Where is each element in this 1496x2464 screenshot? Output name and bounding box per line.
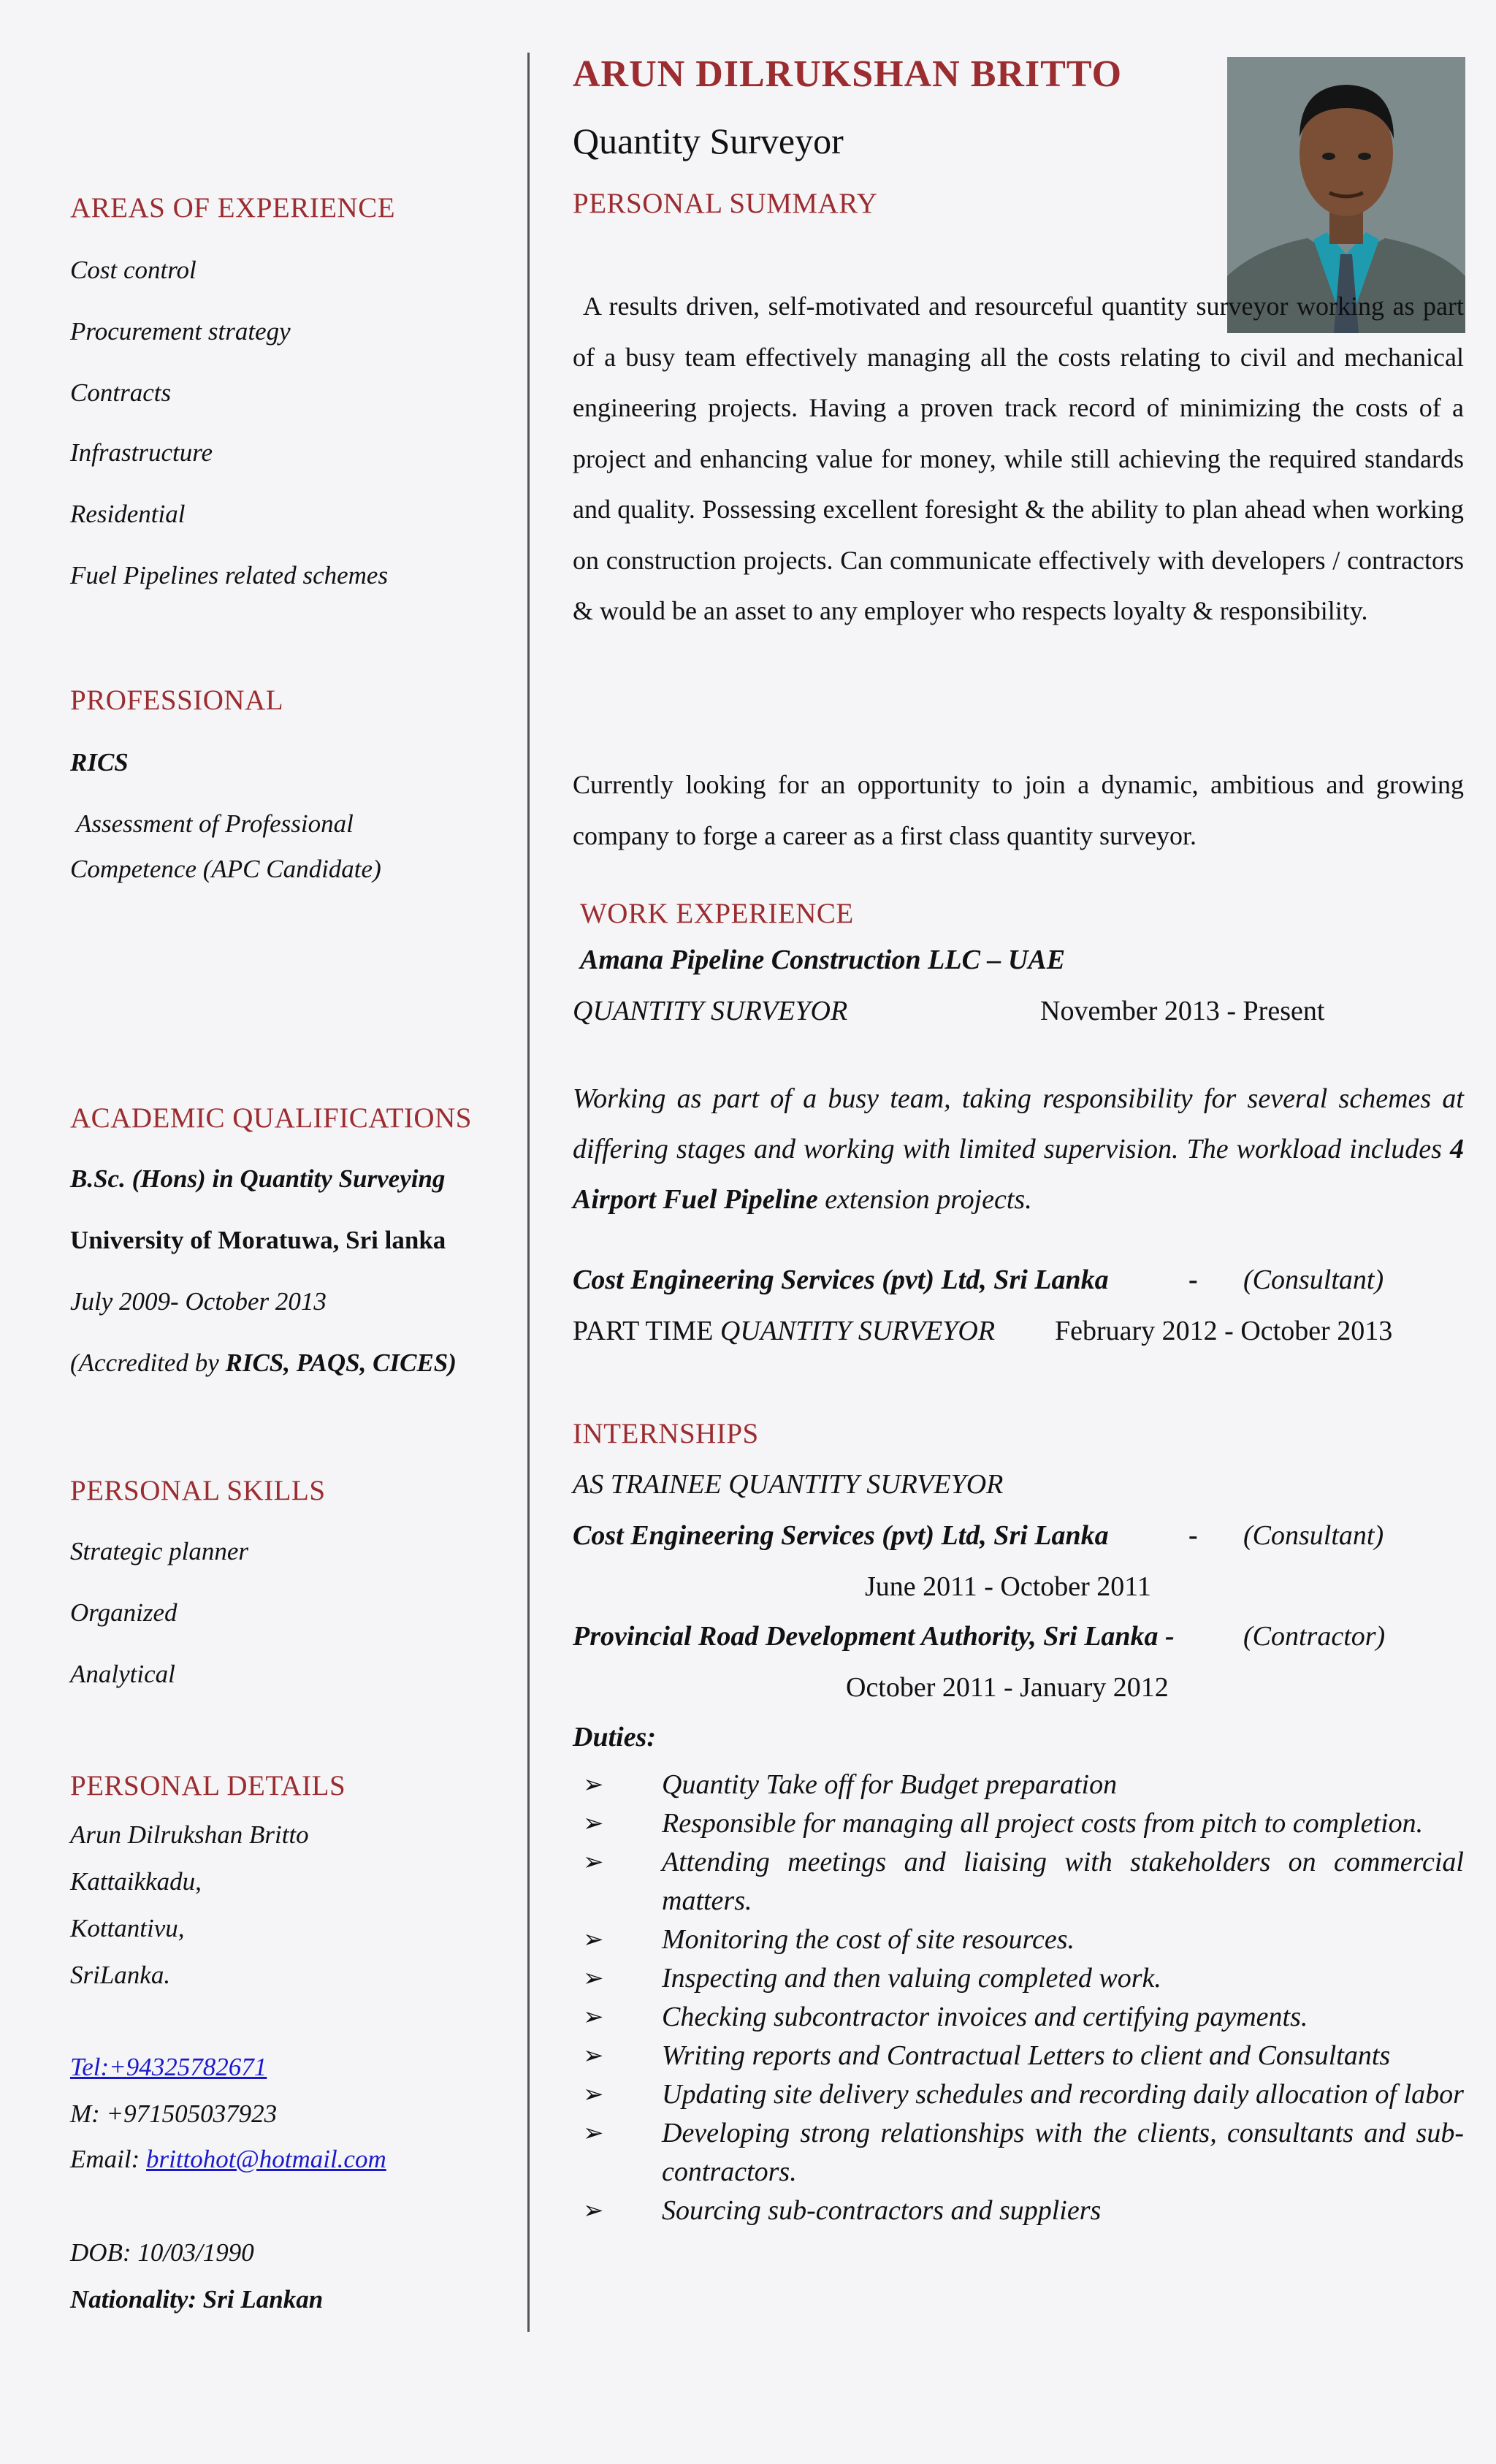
areas-heading: AREAS OF EXPERIENCE	[70, 192, 396, 224]
professional-line: Competence (APC Candidate)	[70, 855, 381, 883]
work-company-2: Cost Engineering Services (pvt) Ltd, Sri Lanka	[573, 1265, 1109, 1295]
summary-text: A results driven, self-motivated and resourceful quantity surveyor working as part of a busy team effectively managing all the costs relating to civil and mechanical engineering projects. Having a proven track record of minimizing the costs of a project and enhancing value for money, while still achieving the required standards and quality. Possessing excellent foresight & the ability to plan ahead when working on construction projects. Can communicate effectively with developers / contractors & would be an asset to any employer who respects loyalty & responsibility.	[573, 291, 1464, 625]
accreditation	[70, 1349, 457, 1378]
duties-heading: Duties:	[573, 1722, 656, 1752]
area-item: Contracts	[70, 378, 172, 407]
duty-item	[573, 1959, 1464, 1998]
intern-dash-1: -	[1188, 1520, 1198, 1551]
intern-role: AS TRAINEE QUANTITY SURVEYOR	[573, 1469, 1004, 1500]
duty-item	[573, 1804, 1464, 1843]
address-line: Arun Dilrukshan Britto	[70, 1820, 309, 1849]
accreditation-bodies: RICS, PAQS, CICES)	[225, 1349, 457, 1377]
work-position-2: QUANTITY SURVEYOR	[720, 1316, 996, 1346]
candidate-role: Quantity Surveyor	[573, 121, 844, 161]
arrow-bullet-icon: ➢	[583, 2197, 604, 2224]
intern-company-1: Cost Engineering Services (pvt) Ltd, Sri Lanka	[573, 1520, 1109, 1551]
tel-link[interactable]: Tel:+94325782671	[70, 2053, 267, 2081]
duty-text: Attending meetings and liaising with stakeholders on commercial matters.	[662, 1847, 1464, 1916]
duty-text: Responsible for managing all project costs from pitch to completion.	[662, 1808, 1424, 1839]
column-divider	[527, 53, 530, 2332]
duty-item	[573, 1921, 1464, 1959]
duty-text: Updating site delivery schedules and recording daily allocation of labor	[662, 2079, 1464, 2110]
mobile-line: M: +971505037923	[70, 2099, 278, 2128]
duty-text: Sourcing sub-contractors and suppliers	[662, 2195, 1102, 2226]
duty-text: Quantity Take off for Budget preparation	[662, 1769, 1118, 1800]
work-position-1: QUANTITY SURVEYOR	[573, 996, 848, 1026]
email-label: Email:	[70, 2145, 147, 2173]
skills-heading: PERSONAL SKILLS	[70, 1475, 326, 1506]
arrow-bullet-icon: ➢	[583, 1810, 604, 1837]
intern-type-1: (Consultant)	[1243, 1520, 1384, 1551]
arrow-bullet-icon: ➢	[583, 2120, 604, 2147]
university: University of Moratuwa, Sri lanka	[70, 1226, 446, 1254]
arrow-bullet-icon: ➢	[583, 2042, 604, 2070]
duty-text: Developing strong relationships with the clients, consultants and sub-contractors.	[662, 2118, 1464, 2187]
degree: B.Sc. (Hons) in Quantity Surveying	[70, 1164, 446, 1193]
intern-dates-2: October 2011 - January 2012	[846, 1672, 1169, 1703]
skill-item: Strategic planner	[70, 1537, 248, 1565]
address-line: Kottantivu,	[70, 1914, 185, 1942]
work-dash-2: -	[1188, 1265, 1198, 1295]
area-item: Fuel Pipelines related schemes	[70, 561, 389, 590]
arrow-bullet-icon: ➢	[583, 1926, 604, 1953]
skill-item: Analytical	[70, 1660, 175, 1688]
intern-type-2: (Contractor)	[1243, 1621, 1386, 1652]
area-item: Residential	[70, 500, 186, 528]
duties-list	[573, 1766, 1464, 2230]
work-desc-before: Working as part of a busy team, taking responsibility for several schemes at differing stages and working with limited supervision. The workload includes	[573, 1083, 1464, 1164]
area-item: Infrastructure	[70, 438, 213, 467]
candidate-name: ARUN DILRUKSHAN BRITTO	[573, 53, 1123, 95]
internships-heading: INTERNSHIPS	[573, 1418, 759, 1449]
work-company-1: Amana Pipeline Construction LLC – UAE	[580, 945, 1066, 975]
work-position-2-prefix: PART TIME	[573, 1316, 720, 1346]
study-period: July 2009- October 2013	[70, 1287, 327, 1316]
duty-item	[573, 1998, 1464, 2037]
work-desc-highlight: 4 Airport Fuel Pipeline	[573, 1134, 1464, 1215]
work-heading: WORK EXPERIENCE	[580, 898, 854, 929]
duty-item	[573, 2114, 1464, 2192]
summary-heading: PERSONAL SUMMARY	[573, 188, 878, 219]
accreditation-prefix: (Accredited by	[70, 1349, 226, 1377]
work-desc-after: extension projects.	[817, 1184, 1032, 1215]
duty-item	[573, 2192, 1464, 2230]
professional-heading: PROFESSIONAL	[70, 684, 284, 716]
duty-item	[573, 1843, 1464, 1921]
intern-company-2: Provincial Road Development Authority, Sri Lanka -	[573, 1621, 1175, 1652]
work-type-2: (Consultant)	[1243, 1265, 1384, 1295]
professional-body: RICS	[70, 748, 129, 777]
arrow-bullet-icon: ➢	[583, 2004, 604, 2031]
details-heading: PERSONAL DETAILS	[70, 1770, 346, 1801]
skill-item: Organized	[70, 1598, 178, 1627]
address-line: Kattaikkadu,	[70, 1867, 202, 1896]
duty-text: Monitoring the cost of site resources.	[662, 1924, 1075, 1955]
intern-dates-1: June 2011 - October 2011	[865, 1571, 1151, 1602]
duty-text: Inspecting and then valuing completed work.	[662, 1963, 1161, 1994]
duty-item	[573, 2075, 1464, 2114]
academic-heading: ACADEMIC QUALIFICATIONS	[70, 1102, 472, 1134]
email-link[interactable]: brittohot@hotmail.com	[146, 2145, 386, 2173]
work-position-2-line	[573, 1315, 995, 1347]
area-item: Cost control	[70, 256, 196, 284]
work-dates-2: February 2012 - October 2013	[1055, 1316, 1393, 1346]
email-line	[70, 2145, 386, 2174]
tel-line	[70, 2053, 267, 2082]
duty-item	[573, 1766, 1464, 1804]
duty-text: Writing reports and Contractual Letters to client and Consultants	[662, 2040, 1391, 2071]
work-description	[573, 1074, 1464, 1225]
address-line: SriLanka.	[70, 1961, 171, 1989]
dob-line: DOB: 10/03/1990	[70, 2238, 254, 2267]
duty-item	[573, 2037, 1464, 2075]
professional-line: Assessment of Professional	[76, 809, 354, 838]
work-dates-1: November 2013 - Present	[1040, 996, 1325, 1026]
arrow-bullet-icon: ➢	[583, 1771, 604, 1799]
arrow-bullet-icon: ➢	[583, 1965, 604, 1992]
duty-text: Checking subcontractor invoices and certifying payments.	[662, 2002, 1308, 2032]
arrow-bullet-icon: ➢	[583, 2081, 604, 2108]
arrow-bullet-icon: ➢	[583, 1849, 604, 1876]
summary-text-2: Currently looking for an opportunity to join a dynamic, ambitious and growing company to forge a career as a first class quantity surveyor.	[573, 770, 1464, 850]
nationality-line: Nationality: Sri Lankan	[70, 2285, 324, 2314]
area-item: Procurement strategy	[70, 317, 291, 346]
